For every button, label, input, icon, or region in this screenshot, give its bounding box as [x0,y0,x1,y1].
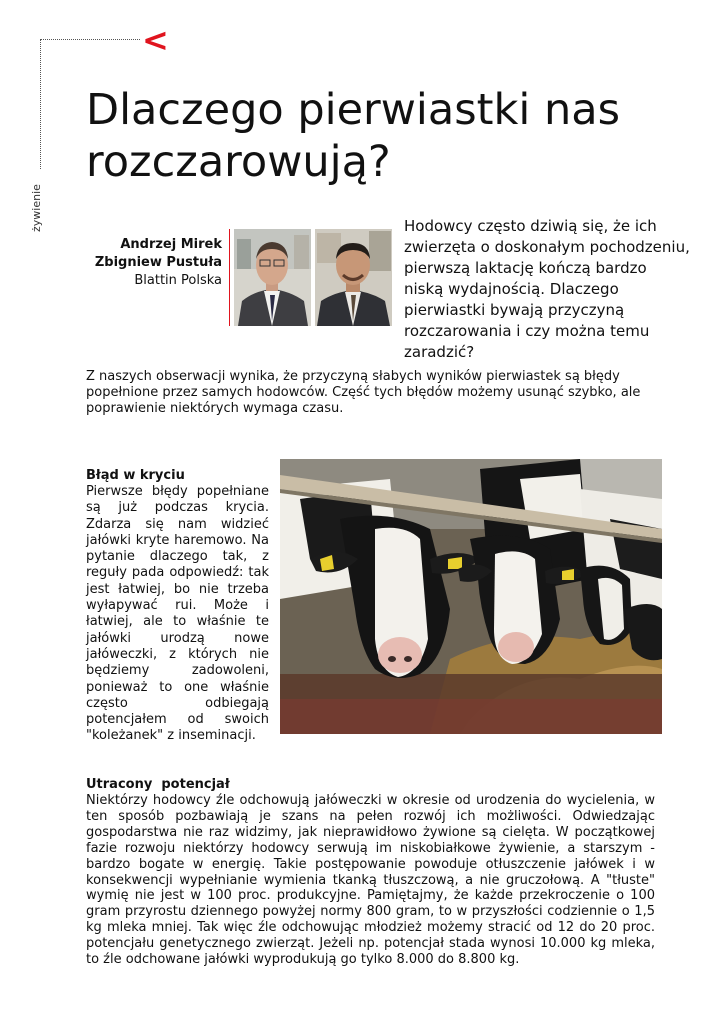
author-affiliation: Blattin Polska [134,273,222,288]
intro-paragraph: Hodowcy często dziwią się, że ich zwierzęta o doskonałym pochodzeniu, pierwszą laktację kończą bardzo niską wydajnością. Dlaczego pierwiastki bywają przyczyną rozczarowania i czy można temu zaradzić? [404,217,690,361]
author-photo-2 [315,229,392,326]
author-block [80,236,222,290]
lead-paragraph: Z naszych obserwacji wynika, że przyczyną słabych wyników pierwiastek są błędy popełnione przez samych hodowców. Część tych błędów możemy usunąć szybko, ale poprawienie niektórych wymaga czasu. [86,369,641,416]
accent-divider [229,229,230,326]
section1-heading: Błąd w kryciu [86,468,185,483]
author-photo-1 [234,229,311,326]
dotted-rule-vertical [40,39,41,169]
section-label [16,180,56,240]
section1-body: Pierwsze błędy popełniane są już podczas krycia. Zdarza się nam widzieć jałówki kryte haremowo. Na pytanie dlaczego tak, z reguły pada odpowiedź: tak jest łatwiej, bo nie trzeba wyłapywać rui. Może i łatwiej, ale to właśnie te jałówki urodzą nowe jałóweczki, z których nie będziemy zadowoleni, ponieważ to one właśnie często odbiegają potencjałem od swoich "koleżanek" z inseminacji. [86,484,269,744]
chevron-left-icon: < [142,21,169,59]
section-label-text: żywienie [30,184,43,232]
dotted-rule-horizontal [40,39,140,40]
cows-photo [280,459,662,734]
section2-body: Niektórzy hodowcy źle odchowują jałóweczki w okresie od urodzenia do wycielenia, w ten sposób pozbawiają je szans na pełen rozwój ich możliwości. Odwiedzając gospodarstwa nie raz widzimy, jak nieprawidłowo żywione są cielęta. W początkowej fazie rozwoju niektórzy hodowcy serwują im niskobiałkowe żywienie, a starszym - bardzo bogate w energię. Takie postępowanie powoduje otłuszczenie jałówek i w konsekwencji wypełnianie wymienia tkanką tłuszczową, a nie gruczołową. A "tłuste" wymię nie jest w 100 proc. produkcyjne. Pamiętajmy, że każde przekroczenie o 100 gram przyrostu dziennego powyżej normy 800 gram, to w przyszłości codziennie o 1,5 kg mleka mniej. Tak więc źle odchowując młodzież możemy stracić od 12 do 20 proc. potencjału genetycznego zwierząt. Jeżeli np. potencjał stada wynosi 10.000 kg mleka, to źle odchowane jałówki wyprodukują go tylko 8.000 do 8.800 kg. [86,793,655,968]
section2-heading: Utracony potencjał [86,777,230,792]
author-name-1: Andrzej Mirek [120,237,222,252]
article-title: Dlaczego pierwiastki nas rozczarowują? [86,85,620,187]
author-name-2: Zbigniew Pustuła [94,255,222,270]
